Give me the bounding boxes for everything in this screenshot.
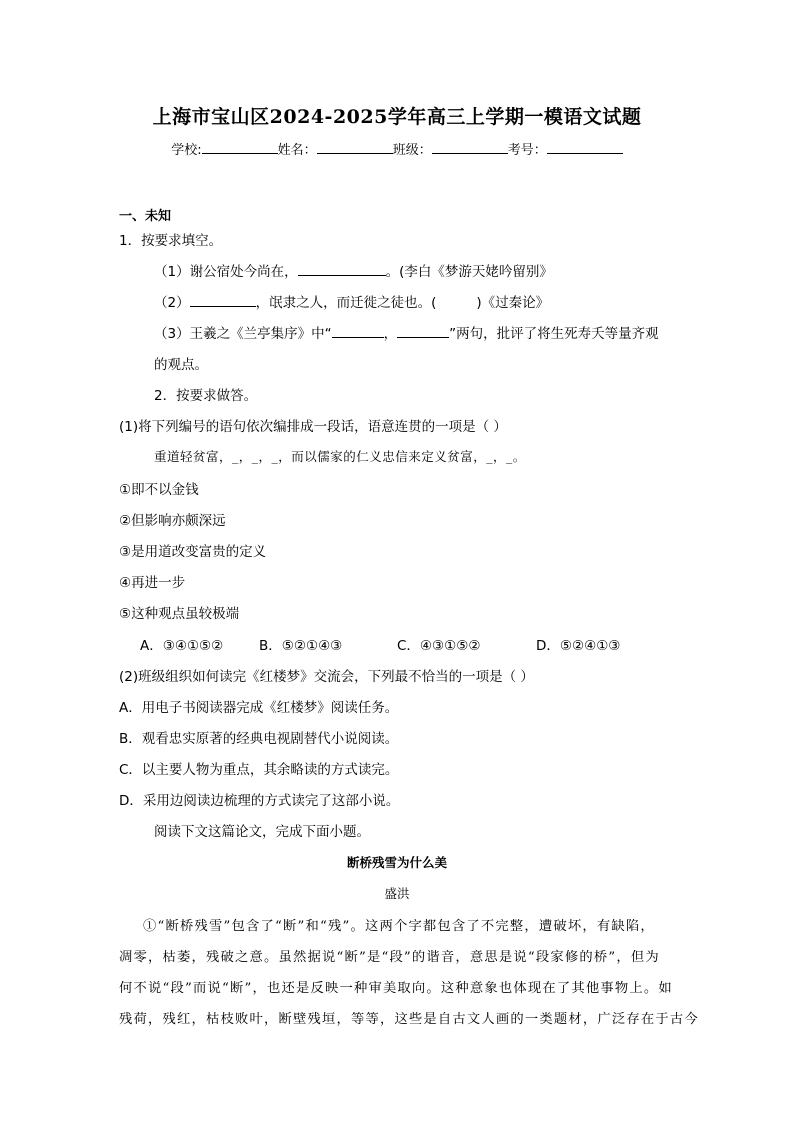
q2-sub2-option-c[interactable]: C．以主要人物为重点，其余略读的方式读完。 bbox=[119, 762, 399, 778]
q1-item2 bbox=[154, 291, 549, 311]
q1-item1-blank[interactable] bbox=[298, 263, 386, 276]
q1-item1 bbox=[154, 260, 553, 280]
q2-sub1-option-b[interactable]: B．⑤②①④③ bbox=[259, 638, 343, 654]
section-heading: 一、未知 bbox=[119, 209, 172, 224]
essay-line: ①“断桥残雪”包含了“断”和“残”。这两个字都包含了不完整，遭破坏，有缺陷， bbox=[143, 919, 655, 934]
school-label: 学校: bbox=[171, 143, 202, 158]
q1-item3-rest: ”两句，批评了将生死寿夭等量齐观 bbox=[449, 326, 659, 342]
q2-intro: 2．按要求做答。 bbox=[154, 388, 258, 404]
page-title: 上海市宝山区2024-2025学年高三上学期一模语文试题 bbox=[152, 106, 642, 128]
q1-item3 bbox=[154, 322, 659, 342]
q1-item2-blank[interactable] bbox=[190, 294, 256, 307]
q1-item2-num: （2） bbox=[154, 295, 190, 311]
student-info-line bbox=[0, 139, 794, 158]
exam-no-label: 考号： bbox=[507, 143, 547, 158]
q1-item1-source: 。(李白《梦游天姥吟留别》 bbox=[385, 264, 553, 280]
exam-no-blank[interactable] bbox=[547, 141, 623, 154]
q1-item3-comma: ， bbox=[383, 326, 398, 342]
q2-sub1-item: ③是用道改变富贵的定义 bbox=[119, 544, 267, 560]
essay-line: 残荷，残红，枯枝败叶，断壁残垣，等等，这些是自古文人画的一类题材，广泛存在于古今 bbox=[119, 1012, 699, 1027]
q2-sub2-option-a[interactable]: A．用电子书阅读器完成《红楼梦》阅读任务。 bbox=[119, 700, 399, 716]
q1-item2-source: )《过秦论》 bbox=[476, 295, 550, 311]
school-blank[interactable] bbox=[202, 141, 278, 154]
q2-sub1-option-d[interactable]: D．⑤②④①③ bbox=[536, 638, 621, 654]
q1-intro: 1．按要求填空。 bbox=[119, 233, 223, 249]
name-label: 姓名： bbox=[277, 143, 317, 158]
q1-item3-text: （3）王羲之《兰亭集序》中“ bbox=[154, 326, 332, 342]
class-label: 班级： bbox=[392, 143, 432, 158]
q1-item1-text: （1）谢公宿处今尚在， bbox=[154, 264, 298, 280]
q2-sub1-item: ⑤这种观点虽较极端 bbox=[119, 606, 240, 622]
q1-item3-blank-b[interactable] bbox=[397, 325, 449, 338]
article-title: 断桥残雪为什么美 bbox=[346, 855, 447, 870]
q2-sub1-item: ④再进一步 bbox=[119, 575, 186, 591]
q2-sub1-stem: (1)将下列编号的语句依次编排成一段话，语意连贯的一项是（ ） bbox=[119, 419, 507, 435]
q2-sub1-option-a[interactable]: A．③④①⑤② bbox=[140, 638, 224, 654]
name-blank[interactable] bbox=[317, 141, 393, 154]
essay-line: 凋零，枯萎，残破之意。虽然据说“断”是“段”的谐音，意思是说“段家修的桥”，但为 bbox=[119, 950, 660, 965]
q2-sub1-sentence: 重道轻贫富，_，_，_，而以儒家的仁义忠信来定义贫富，_，_。 bbox=[154, 449, 526, 464]
q1-item3-blank-a[interactable] bbox=[332, 325, 384, 338]
q2-sub2-option-b[interactable]: B．观看忠实原著的经典电视剧替代小说阅读。 bbox=[119, 731, 399, 747]
class-blank[interactable] bbox=[432, 141, 508, 154]
q2-sub1-item: ①即不以金钱 bbox=[119, 482, 199, 498]
q1-item3-cont: 的观点。 bbox=[154, 357, 208, 373]
q2-sub2-stem: (2)班级组织如何读完《红楼梦》交流会，下列最不恰当的一项是（ ） bbox=[119, 669, 534, 685]
q1-item2-text: ，氓隶之人，而迁徙之徒也。( bbox=[255, 295, 437, 311]
article-author: 盛洪 bbox=[384, 886, 410, 901]
q2-sub2-option-d[interactable]: D．采用边阅读边梳理的方式读完了这部小说。 bbox=[119, 793, 400, 809]
q2-sub1-item: ②但影响亦颇深远 bbox=[119, 513, 226, 529]
reading-intro: 阅读下文这篇论文，完成下面小题。 bbox=[154, 824, 370, 840]
q2-sub1-option-c[interactable]: C．④③①⑤② bbox=[397, 638, 481, 654]
essay-line: 何不说“段”而说“断”，也还是反映一种审美取向。这种意象也体现在了其他事物上。如 bbox=[119, 981, 673, 996]
